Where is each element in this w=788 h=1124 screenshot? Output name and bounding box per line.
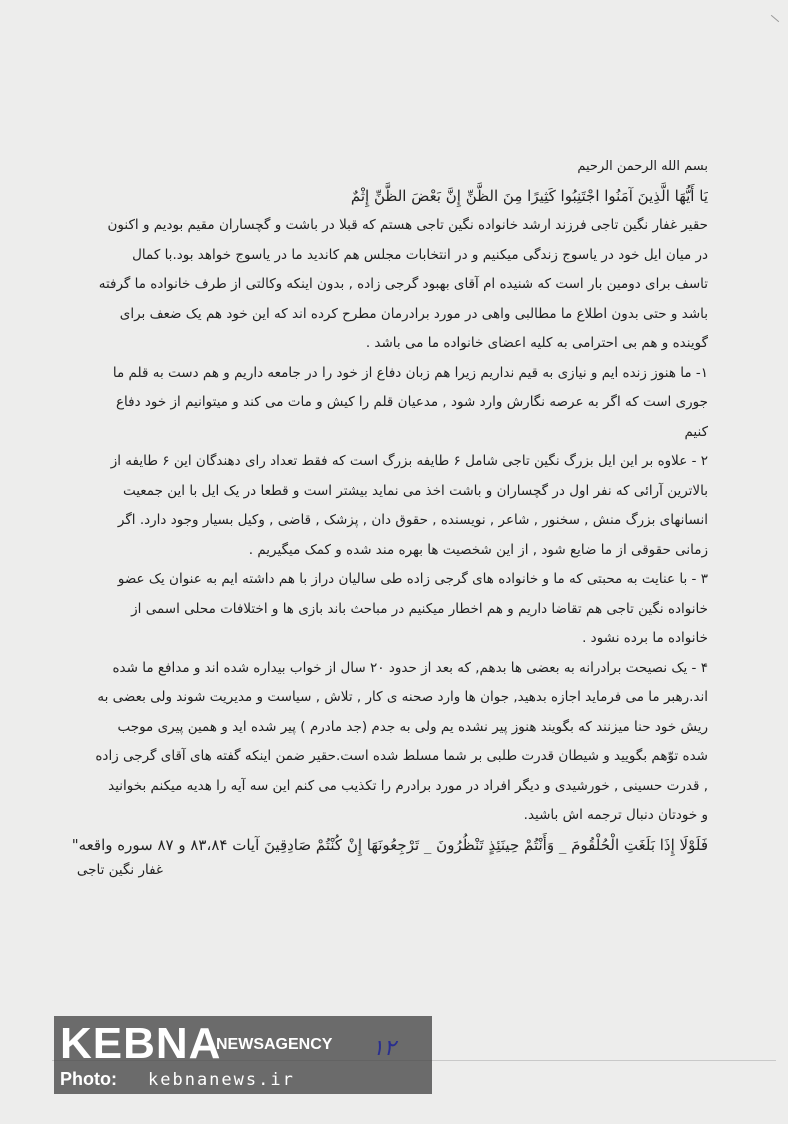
body-line: , قدرت حسینی , خورشیدی و دیگر افراد در مورد برادرم را تکذیب می کنم این سه آیه را هدیه میکنم بخوانید — [108, 777, 708, 794]
body-line: جوری است که اگر به عرصه نگارش وارد شود , مدعیان قلم را کیش و مات می کند و میتوانیم از خود دفاع — [115, 394, 708, 410]
watermark-photo-source: kebnanews.ir — [148, 1070, 295, 1090]
body-line: حقیر غفار نگین تاجی فرزند ارشد خانواده نگین تاجی هستم که قبلا در باشت و گچساران مقیم بودیم و اکنون — [107, 217, 708, 233]
quran-verse-header: يَا أَيُّهَا الَّذِينَ آمَنُوا اجْتَنِبُوا كَثِيرًا مِنَ الظَّنِّ إِنَّ بَعْضَ الظَّنِّ إِثْمٌ — [350, 186, 708, 205]
body-line: باشد و حتی بدون اطلاع ما مطالبی واهی در مورد برادرمان مطرح کرده اند که این خود هم یک ضعف برای — [119, 305, 708, 322]
handwritten-page-number: ۱۲ — [372, 1036, 396, 1061]
body-line: خانواده ما برده نشود . — [582, 630, 708, 646]
body-line: انسانهای بزرگ منش , سخنور , شاعر , نویسنده , حقوق دان , پزشک , قاضی , وکیل بسیار وجود دارد. اگر — [117, 512, 708, 528]
body-line: ریش خود حنا میزنند که بگویند هنوز پیر نشده یم ولی به جدم (جد مادرم ) پیر شده اید و همین پیری موجب — [117, 718, 708, 735]
closing-quran-verse: فَلَوْلَا إِذَا بَلَغَتِ الْحُلْقُومَ _ وَأَنْتُمْ حِينَئِذٍ تَنْظُرُونَ _ تَرْجِعُونَهَا إِنْ كُنْتُمْ صَادِقِينَ آیات ۸۳،۸۴ و ۸۷ سوره واقعه" — [71, 835, 708, 854]
watermark-photo-label: Photo: — [60, 1069, 117, 1089]
basmala: بسم الله الرحمن الرحیم — [577, 159, 708, 174]
body-line: اند.رهبر ما می فرماید اجازه بدهید, جوان ها وارد صحنه ی کار , تلاش , سیاست و مدیریت شوند ولی بعضی به — [97, 689, 708, 705]
watermark-brand: KEBNA — [60, 1019, 222, 1068]
watermark-agency: NEWSAGENCY — [216, 1036, 333, 1053]
body-line: کنیم — [684, 423, 708, 440]
body-line: ۱- ما هنوز زنده ایم و نیازی به قیم نداریم زیرا هم زبان دفاع از خود را در جامعه داریم و هم دست به قلم ما — [112, 364, 708, 381]
body-line: خانواده نگین تاجی هم تقاضا داریم و هم اخطار میکنیم در مباحث باند بازی ها و اختلافات محلی اسمی از — [131, 600, 708, 617]
body-line: زمانی حقوقی از ما ضایع شود , از این شخصیت ها بهره مند شده و کمک میگیریم . — [248, 541, 708, 558]
body-line: ۲ - علاوه بر این ایل بزرگ نگین تاجی شامل ۶ طایفه بزرگ است که فقط تعداد رای دهندگان این ۶ طایفه از — [110, 453, 708, 469]
body-line: تاسف برای دومین بار است که شنیده ام آقای بهبود گرجی زاده , بدون اینکه وکالتی از طرف خانواده ما گرفته — [98, 276, 708, 292]
body-line: ۳ - با عنایت به محبتی که ما و خانواده های گرجی زاده طی سالیان دراز با هم داشته ایم به عنوان یک عضو — [117, 571, 708, 587]
letter-body — [58, 152, 708, 860]
body-line: ۴ - یک نصیحت برادرانه به بعضی ها بدهم, که بعد از حدود ۲۰ سال از خواب بیداره شده اند و مدافع ما شده — [112, 659, 708, 676]
body-line: گوینده و هم بی احترامی به کلیه اعضای خانواده ما می باشد . — [365, 335, 708, 351]
scan-mark — [771, 15, 779, 22]
body-line: در میان ایل خود در یاسوج زندگی میکنیم و در انتخابات مجلس هم کاندید ما در یاسوج خواهد بود.با کمال — [132, 246, 708, 263]
body-line: شده توّهم بگویید و شیطان قدرت طلبی بر شما مسلط شده است.حقیر ضمن اینکه گفته های آقای گرجی زاده — [95, 748, 708, 764]
body-line: و خودتان دنبال ترجمه اش باشید. — [523, 807, 708, 823]
signature: غفار نگین تاجی — [76, 862, 163, 878]
body-line: بالاترین آرائی که نفر اول در گچساران و باشت اخذ می نماید بیشتر است و قطعا در یک ایل با این جمعیت — [122, 482, 708, 499]
